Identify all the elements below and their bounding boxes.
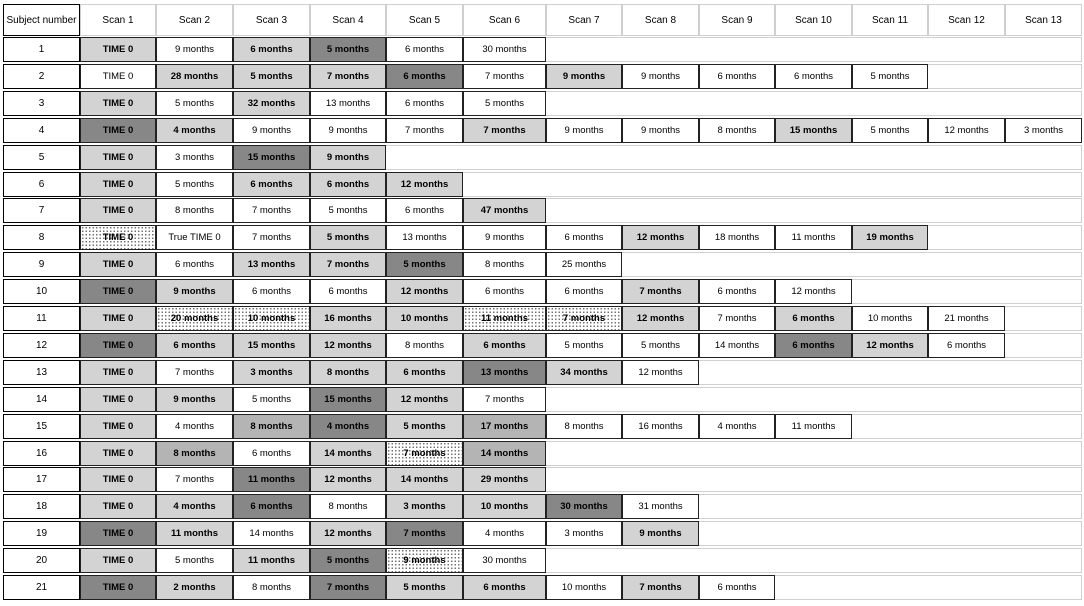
scan-interval-cell: TIME 0 [80, 467, 156, 492]
scan-interval-cell: 13 months [386, 225, 463, 250]
subject-number-cell: 4 [3, 118, 80, 143]
scan-interval-cell: 5 months [156, 91, 233, 116]
scan-interval-cell: 9 months [156, 37, 233, 62]
scan-interval-cell: 8 months [310, 360, 386, 385]
scan-interval-cell: 12 months [310, 333, 386, 358]
scan-interval-cell: 9 months [546, 64, 622, 89]
scan-interval-cell: TIME 0 [80, 118, 156, 143]
scan-interval-cell: 6 months [546, 225, 622, 250]
scan-interval-cell: 7 months [386, 521, 463, 546]
scan-interval-cell: 8 months [310, 494, 386, 519]
subject-number-cell: 11 [3, 306, 80, 331]
scan-interval-cell: 6 months [775, 333, 852, 358]
scan-interval-cell: 4 months [156, 414, 233, 439]
scan-interval-cell: 6 months [386, 64, 463, 89]
scan-interval-cell: 6 months [156, 252, 233, 277]
scan-interval-cell: 5 months [386, 414, 463, 439]
scan-interval-cell: 4 months [156, 118, 233, 143]
scan-interval-cell: 12 months [386, 172, 463, 197]
scan-interval-cell: TIME 0 [80, 575, 156, 600]
header-scan-5: Scan 5 [386, 4, 463, 36]
scan-interval-cell: 6 months [386, 360, 463, 385]
scan-interval-cell: 9 months [622, 118, 699, 143]
scan-interval-cell: 5 months [310, 198, 386, 223]
scan-interval-cell: TIME 0 [80, 279, 156, 304]
subject-number-cell: 7 [3, 198, 80, 223]
header-scan-9: Scan 9 [699, 4, 775, 36]
header-subject-number: Subject number [3, 4, 80, 36]
subject-number-cell: 6 [3, 172, 80, 197]
scan-interval-cell: 8 months [386, 333, 463, 358]
scan-interval-cell: 7 months [386, 118, 463, 143]
scan-interval-cell: TIME 0 [80, 198, 156, 223]
scan-interval-cell: 6 months [463, 333, 546, 358]
scan-interval-cell: 7 months [310, 575, 386, 600]
scan-interval-cell: 7 months [233, 225, 310, 250]
header-scan-12: Scan 12 [928, 4, 1005, 36]
scan-interval-cell: TIME 0 [80, 360, 156, 385]
header-scan-8: Scan 8 [622, 4, 699, 36]
scan-interval-cell: 12 months [622, 306, 699, 331]
scan-interval-cell: 12 months [775, 279, 852, 304]
scan-interval-cell: 6 months [775, 64, 852, 89]
scan-interval-cell: 8 months [699, 118, 775, 143]
scan-interval-cell: 6 months [699, 279, 775, 304]
scan-interval-cell: 9 months [463, 225, 546, 250]
scan-interval-cell: 6 months [386, 37, 463, 62]
scan-interval-cell: 15 months [233, 145, 310, 170]
scan-interval-cell: 8 months [546, 414, 622, 439]
subject-number-cell: 13 [3, 360, 80, 385]
scan-interval-cell: 6 months [310, 172, 386, 197]
scan-interval-cell: 5 months [156, 548, 233, 573]
scan-interval-cell: 7 months [463, 118, 546, 143]
scan-interval-cell: 6 months [463, 279, 546, 304]
scan-interval-cell: 14 months [699, 333, 775, 358]
header-scan-2: Scan 2 [156, 4, 233, 36]
subject-number-cell: 14 [3, 387, 80, 412]
scan-interval-cell: TIME 0 [80, 521, 156, 546]
scan-interval-cell: 30 months [463, 37, 546, 62]
scan-interval-cell: 7 months [310, 64, 386, 89]
scan-interval-cell: 8 months [233, 575, 310, 600]
scan-interval-cell: 5 months [310, 548, 386, 573]
scan-interval-cell: 4 months [463, 521, 546, 546]
scan-interval-cell: 6 months [546, 279, 622, 304]
scan-interval-cell: 6 months [233, 172, 310, 197]
scan-interval-cell: 5 months [233, 387, 310, 412]
scan-interval-cell: 14 months [310, 441, 386, 466]
scan-interval-cell: TIME 0 [80, 306, 156, 331]
subject-number-cell: 12 [3, 333, 80, 358]
scan-interval-cell: 6 months [775, 306, 852, 331]
scan-interval-cell: 8 months [156, 198, 233, 223]
subject-number-cell: 3 [3, 91, 80, 116]
subject-number-cell: 16 [3, 441, 80, 466]
header-scan-11: Scan 11 [852, 4, 928, 36]
scan-interval-cell: 7 months [386, 441, 463, 466]
scan-interval-cell: 16 months [622, 414, 699, 439]
scan-interval-cell: 12 months [310, 467, 386, 492]
subject-number-cell: 21 [3, 575, 80, 600]
subject-number-cell: 18 [3, 494, 80, 519]
scan-interval-cell: 8 months [463, 252, 546, 277]
scan-interval-cell: 6 months [156, 333, 233, 358]
scan-interval-cell: TIME 0 [80, 64, 156, 89]
scan-interval-cell: 31 months [622, 494, 699, 519]
scan-interval-cell: TIME 0 [80, 494, 156, 519]
scan-interval-cell: 11 months [463, 306, 546, 331]
scan-interval-cell: 29 months [463, 467, 546, 492]
scan-interval-cell: 6 months [699, 575, 775, 600]
scan-interval-cell: 3 months [1005, 118, 1082, 143]
scan-interval-cell: TIME 0 [80, 333, 156, 358]
scan-interval-cell: 13 months [310, 91, 386, 116]
scan-interval-cell: 5 months [310, 225, 386, 250]
scan-interval-cell: 6 months [386, 91, 463, 116]
header-scan-4: Scan 4 [310, 4, 386, 36]
scan-interval-cell: 12 months [386, 387, 463, 412]
scan-interval-cell: 10 months [463, 494, 546, 519]
scan-interval-cell: 3 months [386, 494, 463, 519]
scan-interval-cell: 5 months [546, 333, 622, 358]
scan-interval-cell: 10 months [386, 306, 463, 331]
scan-interval-cell: 7 months [463, 64, 546, 89]
scan-interval-cell: 6 months [928, 333, 1005, 358]
scan-interval-cell: 18 months [699, 225, 775, 250]
header-scan-3: Scan 3 [233, 4, 310, 36]
scan-interval-cell: 12 months [928, 118, 1005, 143]
scan-interval-cell: 6 months [233, 441, 310, 466]
scan-interval-cell: 5 months [622, 333, 699, 358]
scan-interval-cell: 10 months [546, 575, 622, 600]
scan-interval-cell: 9 months [233, 118, 310, 143]
scan-interval-cell: 14 months [386, 467, 463, 492]
scan-interval-cell: 7 months [463, 387, 546, 412]
scan-interval-cell: 17 months [463, 414, 546, 439]
scan-interval-cell: 6 months [233, 279, 310, 304]
scan-interval-cell: 9 months [156, 279, 233, 304]
subject-number-cell: 5 [3, 145, 80, 170]
scan-interval-cell: 12 months [310, 521, 386, 546]
scan-interval-cell: 9 months [622, 521, 699, 546]
scan-interval-cell: 4 months [310, 414, 386, 439]
scan-interval-cell: 5 months [852, 118, 928, 143]
scan-interval-cell: 8 months [233, 414, 310, 439]
scan-interval-cell: TIME 0 [80, 145, 156, 170]
scan-interval-cell: 4 months [156, 494, 233, 519]
scan-interval-cell: 5 months [386, 575, 463, 600]
scan-interval-cell: TIME 0 [80, 91, 156, 116]
scan-interval-cell: 4 months [699, 414, 775, 439]
scan-interval-cell: 12 months [852, 333, 928, 358]
scan-interval-cell: 47 months [463, 198, 546, 223]
scan-interval-cell: 9 months [622, 64, 699, 89]
scan-interval-cell: 7 months [546, 306, 622, 331]
scan-interval-cell: 6 months [386, 198, 463, 223]
scan-interval-cell: 30 months [463, 548, 546, 573]
scan-interval-cell: 9 months [156, 387, 233, 412]
scan-interval-cell: 11 months [775, 414, 852, 439]
scan-interval-cell: TIME 0 [80, 548, 156, 573]
scan-interval-cell: 20 months [156, 306, 233, 331]
scan-interval-cell: 10 months [852, 306, 928, 331]
scan-interval-cell: 28 months [156, 64, 233, 89]
scan-interval-cell: 9 months [310, 145, 386, 170]
subject-number-cell: 1 [3, 37, 80, 62]
scan-interval-cell: TIME 0 [80, 387, 156, 412]
scan-interval-cell: 14 months [233, 521, 310, 546]
scan-interval-cell: TIME 0 [80, 414, 156, 439]
scan-interval-cell: TIME 0 [80, 172, 156, 197]
subject-number-cell: 8 [3, 225, 80, 250]
header-scan-6: Scan 6 [463, 4, 546, 36]
scan-interval-cell: 13 months [463, 360, 546, 385]
scan-interval-cell: 15 months [233, 333, 310, 358]
scan-interval-cell: 21 months [928, 306, 1005, 331]
scan-interval-cell: 6 months [463, 575, 546, 600]
scan-interval-cell: 11 months [156, 521, 233, 546]
subject-number-cell: 19 [3, 521, 80, 546]
scan-interval-cell: 7 months [622, 279, 699, 304]
scan-interval-cell: 3 months [546, 521, 622, 546]
scan-interval-cell: 6 months [233, 494, 310, 519]
subject-number-cell: 15 [3, 414, 80, 439]
subject-number-cell: 9 [3, 252, 80, 277]
scan-interval-cell: TIME 0 [80, 252, 156, 277]
scan-interval-cell: 7 months [310, 252, 386, 277]
subject-number-cell: 17 [3, 467, 80, 492]
scan-interval-cell: 13 months [233, 252, 310, 277]
scan-interval-cell: 3 months [156, 145, 233, 170]
scan-interval-cell: 7 months [156, 467, 233, 492]
scan-interval-cell: True TIME 0 [156, 225, 233, 250]
header-scan-1: Scan 1 [80, 4, 156, 36]
scan-interval-cell: 2 months [156, 575, 233, 600]
scan-interval-cell: 9 months [546, 118, 622, 143]
scan-interval-cell: 9 months [310, 118, 386, 143]
header-scan-7: Scan 7 [546, 4, 622, 36]
subject-number-cell: 20 [3, 548, 80, 573]
scan-interval-cell: 5 months [852, 64, 928, 89]
scan-interval-cell: TIME 0 [80, 225, 156, 250]
scan-interval-cell: 5 months [310, 37, 386, 62]
scan-interval-cell: 6 months [699, 64, 775, 89]
scan-interval-cell: 25 months [546, 252, 622, 277]
header-scan-10: Scan 10 [775, 4, 852, 36]
scan-interval-cell: 11 months [775, 225, 852, 250]
scan-interval-cell: 11 months [233, 467, 310, 492]
scan-interval-cell: 12 months [622, 225, 699, 250]
scan-interval-cell: 15 months [310, 387, 386, 412]
scan-interval-cell: 5 months [463, 91, 546, 116]
scan-interval-cell: 7 months [233, 198, 310, 223]
scan-interval-cell: 10 months [233, 306, 310, 331]
scan-interval-cell: 19 months [852, 225, 928, 250]
subject-number-cell: 10 [3, 279, 80, 304]
scan-interval-cell: 30 months [546, 494, 622, 519]
scan-interval-cell: 14 months [463, 441, 546, 466]
scan-interval-cell: 16 months [310, 306, 386, 331]
scan-interval-cell: 3 months [233, 360, 310, 385]
scan-interval-cell: TIME 0 [80, 37, 156, 62]
scan-interval-cell: 11 months [233, 548, 310, 573]
scan-interval-cell: 15 months [775, 118, 852, 143]
scan-interval-cell: TIME 0 [80, 441, 156, 466]
scan-interval-cell: 9 months [386, 548, 463, 573]
scan-interval-cell: 7 months [156, 360, 233, 385]
scan-interval-cell: 6 months [233, 37, 310, 62]
scan-interval-cell: 6 months [310, 279, 386, 304]
scan-interval-cell: 7 months [699, 306, 775, 331]
scan-interval-cell: 32 months [233, 91, 310, 116]
scan-interval-cell: 5 months [386, 252, 463, 277]
scan-interval-cell: 8 months [156, 441, 233, 466]
header-scan-13: Scan 13 [1005, 4, 1082, 36]
subject-number-cell: 2 [3, 64, 80, 89]
scan-interval-cell: 5 months [156, 172, 233, 197]
scan-interval-cell: 5 months [233, 64, 310, 89]
scan-interval-cell: 34 months [546, 360, 622, 385]
scan-interval-cell: 7 months [622, 575, 699, 600]
scan-interval-cell: 12 months [386, 279, 463, 304]
scan-interval-cell: 12 months [622, 360, 699, 385]
